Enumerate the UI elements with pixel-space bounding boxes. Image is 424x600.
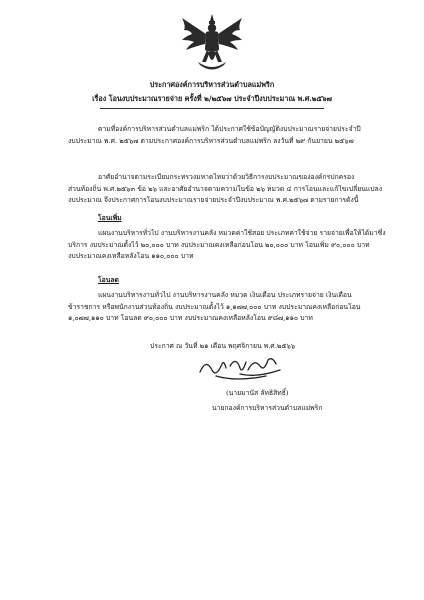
paragraph-line: ส่วนท้องถิ่น พ.ศ.๒๕๖๓ ข้อ ๒๖ และอาศัยอำนาจตามความในข้อ ๒๖ หมวด ๔ การโอนและแก้ไขเปลี่ยนแปลง <box>68 184 383 193</box>
paragraph-line: งบประมาณ จึงประกาศการโอนงบประมาณรายจ่ายประจำปีงบประมาณ พ.ศ.๒๕๖๗ ตามรายการดังนี้ <box>68 196 359 205</box>
signer-position: นายกองค์การบริหารส่วนตำบลแม่พริก <box>212 404 323 412</box>
paragraph-line: ตามที่องค์การบริหารส่วนตำบลแม่พริก ได้ประกาศใช้ข้อบัญญัติงบประมาณรายจ่ายประจำปี <box>98 125 361 133</box>
announcement-date: ประกาศ ณ วันที่ ๒๑ เดือน พฤศจิกายน พ.ศ.๒๕๖๖ <box>150 342 296 350</box>
signer-name: (นายมานัส ลัทธิสิทธิ์) <box>226 389 289 397</box>
document-title: ประกาศองค์การบริหารส่วนตำบลแม่พริก <box>149 80 275 89</box>
paragraph-increase <box>68 228 386 263</box>
signature-mark <box>196 352 288 384</box>
paragraph-line: บริการ งบประมาณตั้งไว้ ๒๐,๐๐๐ บาท งบประมาณคงเหลือก่อนโอน ๒๐,๐๐๐ บาท โอนเพิ่ม ๙๐,๐๐๐ บาท <box>68 240 370 249</box>
paragraph-line: แผนงานบริหารทั่วไป งานบริหารงานคลัง หมวดค่าใช้สอย ประเภทค่าใช้จ่าย รายจ่ายเพื่อให้ได้มาซึ่ง <box>98 229 386 237</box>
paragraph-line: อาศัยอำนาจตามระเบียบกระทรวงมหาดไทยว่าด้วยวิธีการงบประมาณขององค์กรปกครอง <box>98 173 355 181</box>
paragraph-line: แผนงานบริหารงานทั่วไป งานบริหารงานคลัง หมวด เงินเดือน ประเภทรายจ่าย เงินเดือน <box>98 291 352 299</box>
garuda-emblem-icon <box>176 12 248 74</box>
paragraph-decrease <box>68 290 360 325</box>
paragraph-line: ๑,๐๗๗,๑๑๐ บาท โอนลด ๙๐,๐๐๐ บาท งบประมาณคงเหลือหลังโอน ๙๘๗,๑๑๐ บาท <box>68 314 313 323</box>
paragraph-authority <box>68 172 382 207</box>
heading-transfer-increase: โอนเพิ่ม <box>98 214 122 222</box>
title-divider <box>100 108 324 109</box>
paragraph-intro <box>68 124 361 147</box>
paragraph-line: ข้าราชการ หรือพนักงานส่วนท้องถิ่น งบประมาณตั้งไว้ ๑,๑๗๗,๐๐๐ บาท งบประมาณคงเหลือก่อนโอน <box>68 302 361 311</box>
document-subject: เรื่อง โอนงบประมาณรายจ่าย ครั้งที่ ๒/๒๕๖๗ ประจำปีงบประมาณ พ.ศ.๒๕๖๗ <box>92 94 332 103</box>
paragraph-line: งบประมาณคงเหลือหลังโอน ๑๑๐,๐๐๐ บาท <box>68 252 194 261</box>
heading-transfer-decrease: โอนลด <box>98 276 119 284</box>
paragraph-line: งบประมาณ พ.ศ. ๒๕๖๗ ตามประกาศองค์การบริหารส่วนตำบลแม่พริก ลงวันที่ ๒๙ กันยายน ๒๕๖๗ <box>68 136 354 145</box>
